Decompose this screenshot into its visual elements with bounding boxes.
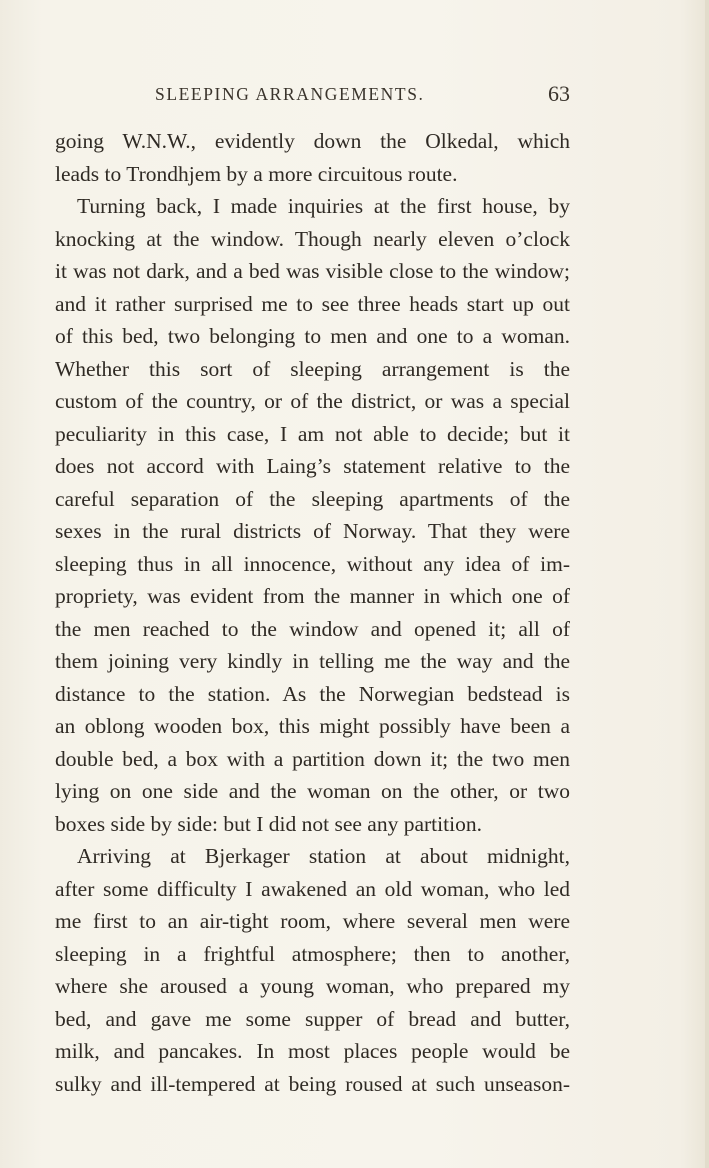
text-line: peculiarity in this case, I am not able to decide; but it <box>55 421 570 446</box>
text-line: double bed, a box with a partition down it; the two men <box>55 746 570 771</box>
text-line: milk, and pancakes. In most places people would be <box>55 1039 570 1063</box>
text-line: Whether this sort of sleeping arrangement is the <box>55 356 570 381</box>
text-line: propriety, was evident from the manner in which one of <box>55 584 570 608</box>
text-line: Arriving at Bjerkager station at about midnight, <box>77 844 570 868</box>
body-text <box>55 125 570 1100</box>
text-line: lying on one side and the woman on the other, or two <box>55 779 570 803</box>
text-line: sleeping in a frightful atmosphere; then to another, <box>55 941 570 966</box>
text-line: custom of the country, or of the district, or was a special <box>55 389 570 413</box>
text-line: Turning back, I made inquiries at the first house, by <box>77 194 570 218</box>
page-header <box>55 81 570 112</box>
text-line: it was not dark, and a bed was visible close to the window; <box>55 259 570 283</box>
text-line: knocking at the window. Though nearly eleven o’clock <box>55 226 570 251</box>
text-line: boxes side by side: but I did not see any partition. <box>55 811 482 836</box>
text-line: the men reached to the window and opened it; all of <box>55 616 570 641</box>
text-line: me first to an air-tight room, where several men were <box>55 909 570 933</box>
text-line: an oblong wooden box, this might possibly have been a <box>55 714 570 738</box>
text-line: bed, and gave me some supper of bread and butter, <box>55 1006 570 1031</box>
text-line: after some difficulty I awakened an old woman, who led <box>55 876 570 901</box>
text-line: where she aroused a young woman, who prepared my <box>55 974 570 998</box>
text-line: them joining very kindly in telling me the way and the <box>55 649 570 673</box>
text-line: of this bed, two belonging to men and one to a woman. <box>55 324 570 348</box>
page-edge <box>705 0 709 1168</box>
text-line: and it rather surprised me to see three heads start up out <box>55 291 570 316</box>
text-line: leads to Trondhjem by a more circuitous route. <box>55 161 458 186</box>
text-line: sleeping thus in all innocence, without any idea of im- <box>55 551 570 576</box>
text-line: going W.N.W., evidently down the Olkedal, which <box>55 129 570 153</box>
text-line: sexes in the rural districts of Norway. That they were <box>55 519 570 543</box>
text-line: sulky and ill-tempered at being roused at such unseason- <box>55 1071 570 1096</box>
text-line: does not accord with Laing’s statement relative to the <box>55 454 570 478</box>
page-number: 63 <box>548 81 570 106</box>
text-line: careful separation of the sleeping apartments of the <box>55 486 570 511</box>
running-head: SLEEPING ARRANGEMENTS. <box>155 84 425 104</box>
text-line: distance to the station. As the Norwegian bedstead is <box>55 681 570 706</box>
